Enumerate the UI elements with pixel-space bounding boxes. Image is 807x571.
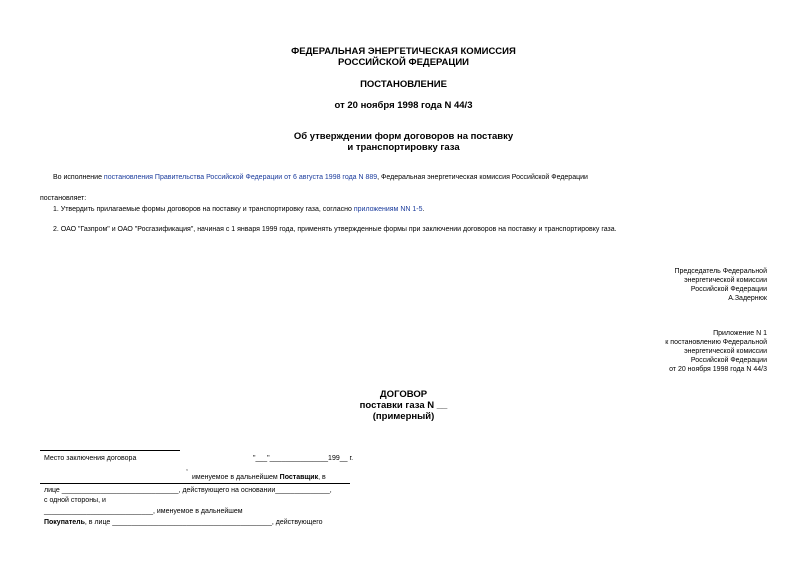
contract-note: (примерный) — [372, 411, 435, 422]
buyer-line — [44, 518, 323, 527]
place-underline — [40, 450, 180, 451]
org-name-line2: РОССИЙСКОЙ ФЕДЕРАЦИИ — [337, 57, 469, 68]
government-decree-link[interactable]: постановления Правительства Российской Федерации от 6 августа 1998 года N 889 — [103, 174, 378, 181]
intro-paragraph — [53, 173, 588, 182]
signature-line3: Российской Федерации — [690, 286, 767, 293]
item-1-prefix: 1. Утвердить прилагаемые формы договоров на поставку и транспортировку газа, согласно — [53, 206, 354, 213]
appendix-line2: к постановлению Федеральной — [665, 339, 767, 346]
item-1 — [53, 205, 424, 214]
place-label: Место заключения договора — [44, 455, 137, 462]
appendix-line4: Российской Федерации — [690, 357, 767, 364]
supplier-named — [192, 473, 326, 482]
appendix-block — [665, 329, 767, 374]
appendix-line3: энергетической комиссии — [684, 348, 767, 355]
appendices-link[interactable]: приложениям NN 1-5 — [353, 206, 423, 213]
intro-suffix: , Федеральная энергетическая комиссия Российской Федерации — [377, 174, 588, 181]
contract-subtitle: поставки газа N __ — [359, 400, 448, 411]
party-underline — [40, 483, 350, 484]
resolves-label: постановляет: — [40, 195, 87, 202]
buyer-term: Покупатель — [44, 519, 85, 526]
comma: , — [186, 465, 188, 472]
document-date-number: от 20 ноября 1998 года N 44/3 — [334, 100, 473, 111]
contract-title: ДОГОВОР — [379, 389, 428, 400]
document-type: ПОСТАНОВЛЕНИЕ — [360, 79, 447, 90]
person-line: лице ______________________________, действующего на основании______________, — [44, 487, 332, 494]
appendix-line1: Приложение N 1 — [713, 330, 767, 337]
date-field: "___"_______________199__ г. — [253, 455, 354, 462]
signature-block — [674, 267, 767, 303]
subject-line1: Об утверждении форм договоров на поставку — [293, 131, 514, 142]
appendix-line5: от 20 ноября 1998 года N 44/3 — [669, 366, 767, 373]
supplier-prefix: именуемое в дальнейшем — [192, 474, 280, 481]
one-side-line: с одной стороны, и — [44, 497, 106, 504]
signature-name: А.Задернюк — [728, 295, 767, 302]
subject-line2: и транспортировку газа — [347, 142, 460, 153]
org-name-line1: ФЕДЕРАЛЬНАЯ ЭНЕРГЕТИЧЕСКАЯ КОМИССИЯ — [291, 46, 516, 57]
buyer-named-line: ____________________________, именуемое в дальнейшем — [44, 508, 243, 515]
item-2: 2. ОАО "Газпром" и ОАО "Росгазификация", начиная с 1 января 1999 года, применять утвержденные формы при заключении договоров на поставку и транспортировку газа. — [53, 226, 617, 233]
signature-line2: энергетической комиссии — [684, 277, 767, 284]
buyer-rest: , в лице _________________________________________, действующего — [84, 519, 323, 526]
supplier-term: Поставщик — [279, 474, 319, 481]
signature-line1: Председатель Федеральной — [674, 268, 767, 275]
item-1-suffix: . — [422, 206, 425, 213]
supplier-suffix: , в — [318, 474, 326, 481]
intro-prefix: Во исполнение — [53, 174, 104, 181]
